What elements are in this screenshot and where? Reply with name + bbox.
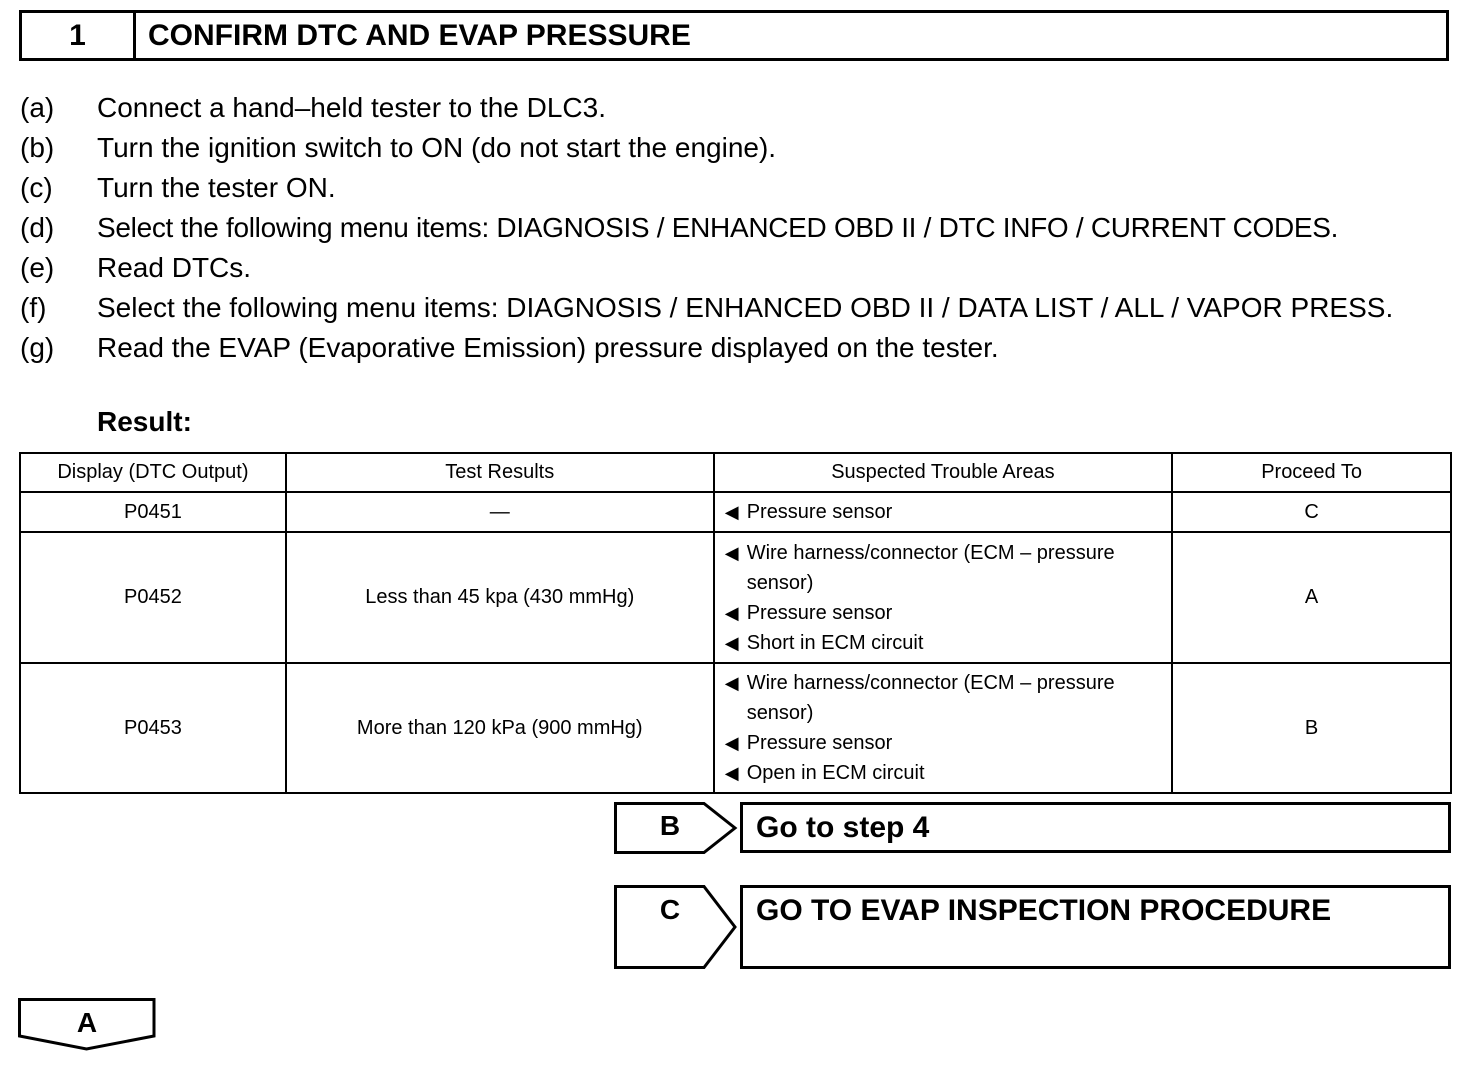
trouble-area-item xyxy=(725,628,1164,658)
proceed-cell: A xyxy=(1172,532,1451,663)
left-triangle-icon: ◀ xyxy=(724,673,739,693)
trouble-areas-cell xyxy=(714,663,1173,793)
instruction-letter: (g) xyxy=(20,332,55,363)
instruction-text: Connect a hand–held tester to the DLC3. xyxy=(97,92,607,123)
instruction-item xyxy=(20,248,1452,288)
left-triangle-icon: ◀ xyxy=(724,542,739,563)
trouble-area-text: Wire harness/connector (ECM – pressure sensor) xyxy=(746,672,1115,724)
instruction-item xyxy=(20,168,1452,208)
branch-letter: B xyxy=(659,810,681,841)
instruction-item xyxy=(20,208,1452,248)
instruction-letter: (f) xyxy=(20,292,47,323)
instruction-text: Turn the ignition switch to ON (do not start the engine). xyxy=(97,132,777,163)
instruction-text: Read the EVAP (Evaporative Emission) pressure displayed on the tester. xyxy=(97,332,999,363)
instruction-item xyxy=(20,288,1452,328)
trouble-area-text: Wire harness/connector (ECM – pressure sensor) xyxy=(746,541,1115,594)
proceed-cell: B xyxy=(1172,663,1451,793)
column-header: Suspected Trouble Areas xyxy=(714,453,1173,492)
instruction-item xyxy=(20,88,1452,128)
trouble-area-item xyxy=(725,728,1164,758)
column-header: Display (DTC Output) xyxy=(20,453,286,492)
step-header xyxy=(19,10,1449,61)
trouble-area-text: Open in ECM circuit xyxy=(746,762,925,784)
branch-c-destination: GO TO EVAP INSPECTION PROCEDURE xyxy=(740,885,1451,969)
branch-a-tag xyxy=(18,998,156,1052)
dtc-cell: P0451 xyxy=(20,492,286,532)
column-header: Proceed To xyxy=(1172,453,1451,492)
left-triangle-icon: ◀ xyxy=(724,602,739,623)
branch-letter: C xyxy=(659,894,681,925)
result-label: Result: xyxy=(97,406,192,437)
left-triangle-icon: ◀ xyxy=(724,632,739,653)
left-triangle-icon: ◀ xyxy=(724,733,739,753)
trouble-area-item xyxy=(725,758,1164,788)
table-row xyxy=(20,492,1451,532)
table-row xyxy=(20,532,1451,663)
test-result-cell: — xyxy=(286,492,714,532)
trouble-area-text: Pressure sensor xyxy=(746,501,893,523)
instruction-letter: (e) xyxy=(20,252,55,283)
step-title: CONFIRM DTC AND EVAP PRESSURE xyxy=(148,18,691,52)
left-triangle-icon: ◀ xyxy=(724,763,739,783)
branch-c-tag xyxy=(614,885,738,969)
step-number: 1 xyxy=(22,13,136,58)
left-triangle-icon: ◀ xyxy=(724,502,739,522)
test-result-cell: More than 120 kPa (900 mmHg) xyxy=(286,663,714,793)
trouble-area-item xyxy=(725,497,1164,527)
instruction-list xyxy=(20,88,1452,368)
trouble-area-item xyxy=(725,598,1164,628)
table-header-row xyxy=(20,453,1451,492)
trouble-area-text: Pressure sensor xyxy=(746,601,893,624)
trouble-area-text: Pressure sensor xyxy=(746,732,893,754)
column-header: Test Results xyxy=(286,453,714,492)
instruction-text: Select the following menu items: DIAGNOSIS / ENHANCED OBD II / DATA LIST / ALL / VAPOR PRESS. xyxy=(97,292,1394,323)
instruction-item xyxy=(20,328,1452,368)
results-table xyxy=(19,452,1452,794)
trouble-area-text: Short in ECM circuit xyxy=(746,631,924,654)
trouble-area-item xyxy=(725,538,1164,598)
branch-letter: A xyxy=(76,1007,98,1038)
branch-b-destination: Go to step 4 xyxy=(740,802,1451,853)
instruction-letter: (c) xyxy=(20,172,53,203)
trouble-areas-cell xyxy=(714,532,1173,663)
trouble-area-item xyxy=(725,668,1164,728)
instruction-letter: (a) xyxy=(20,92,55,123)
proceed-cell: C xyxy=(1172,492,1451,532)
instruction-letter: (b) xyxy=(20,132,55,163)
instruction-text: Select the following menu items: DIAGNOSIS / ENHANCED OBD II / DTC INFO / CURRENT CODES. xyxy=(97,212,1339,243)
branch-b-tag xyxy=(614,802,738,854)
dtc-cell: P0453 xyxy=(20,663,286,793)
instruction-letter: (d) xyxy=(20,212,55,243)
instruction-item xyxy=(20,128,1452,168)
dtc-cell: P0452 xyxy=(20,532,286,663)
test-result-cell: Less than 45 kpa (430 mmHg) xyxy=(286,532,714,663)
instruction-text: Read DTCs. xyxy=(97,252,252,283)
trouble-areas-cell xyxy=(714,492,1173,532)
table-row xyxy=(20,663,1451,793)
instruction-text: Turn the tester ON. xyxy=(97,172,336,203)
